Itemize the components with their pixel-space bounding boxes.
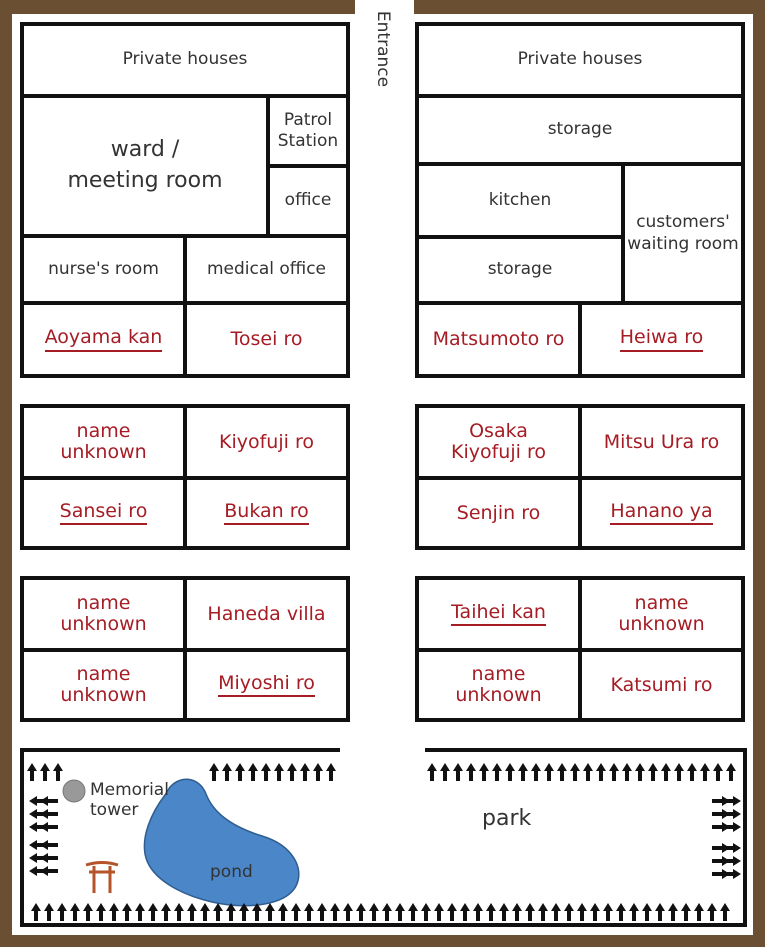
kiyofuji-ro-label: Kiyofuji ro — [219, 430, 314, 453]
office-room — [268, 166, 348, 236]
ward-label-line1: ward / — [110, 137, 180, 163]
tree-icon — [440, 763, 450, 781]
tree-icon — [27, 763, 37, 781]
right-low-unknown-1 — [580, 578, 743, 650]
left-mid-unknown — [22, 406, 185, 478]
private-houses-right-label: Private houses — [517, 49, 643, 70]
tree-icon — [304, 903, 314, 921]
tree-icon — [278, 903, 288, 921]
tree-icon — [222, 763, 232, 781]
medical-office-label: medical office — [206, 258, 327, 279]
aoyama-kan — [22, 303, 185, 376]
left-low-unknown-1 — [22, 578, 185, 650]
tree-icon — [661, 763, 671, 781]
unknown-label-line2: unknown — [618, 613, 705, 635]
tree-icon — [148, 903, 158, 921]
tree-icon — [700, 763, 710, 781]
tree-icon — [642, 903, 652, 921]
private-houses-left — [22, 24, 348, 96]
kitchen-label: kitchen — [488, 189, 552, 210]
matsumoto-ro-label: Matsumoto ro — [432, 328, 565, 351]
tree-icon — [590, 903, 600, 921]
tree-icon — [460, 903, 470, 921]
nurses-room-label: nurse's room — [48, 258, 159, 279]
tree-icon — [681, 903, 691, 921]
storage-bottom-label: storage — [487, 259, 553, 280]
tree-icon — [57, 903, 67, 921]
tree-icon — [505, 763, 515, 781]
pond-label: pond — [210, 862, 253, 882]
tree-icon — [538, 903, 548, 921]
tree-icon — [707, 903, 717, 921]
tree-icon — [40, 809, 58, 819]
entrance-label — [371, 4, 395, 94]
tree-icon — [622, 763, 632, 781]
tree-icon — [135, 903, 145, 921]
mitsu-ura-ro — [580, 406, 743, 478]
tosei-ro — [185, 303, 348, 376]
medical-office — [185, 236, 348, 303]
taihei-kan-label: Taihei kan — [451, 602, 546, 627]
customers-waiting-room — [623, 164, 743, 303]
tree-icon — [609, 763, 619, 781]
tree-icon — [40, 840, 58, 850]
unknown-label-line2: unknown — [60, 684, 147, 706]
patrol-label-line1: Patrol — [283, 109, 333, 130]
tree-icon — [187, 903, 197, 921]
tree-icon — [531, 763, 541, 781]
hanano-ya — [580, 478, 743, 548]
tree-icon — [723, 856, 741, 866]
tree-icon — [326, 763, 336, 781]
taihei-kan — [417, 578, 580, 650]
matsumoto-ro — [417, 303, 580, 376]
senjin-ro — [417, 478, 580, 548]
tree-icon — [427, 763, 437, 781]
tree-icon — [726, 763, 736, 781]
tree-icon — [453, 763, 463, 781]
tree-icon — [525, 903, 535, 921]
tree-icon — [200, 903, 210, 921]
tree-icon — [265, 903, 275, 921]
memorial-tower-icon — [63, 780, 85, 802]
tree-icon — [261, 763, 271, 781]
patrol-label-line2: Station — [277, 131, 339, 151]
tree-icon — [40, 822, 58, 832]
tree-icon — [274, 763, 284, 781]
unknown-label-line1: name — [634, 592, 689, 615]
unknown-label-line1: name — [76, 592, 131, 615]
bukan-ro — [185, 478, 348, 548]
tree-icon — [44, 903, 54, 921]
memorial-tower-label — [90, 780, 169, 821]
tree-icon — [577, 903, 587, 921]
tree-icon — [473, 903, 483, 921]
right-low-unknown-2 — [417, 650, 580, 720]
tree-icon — [300, 763, 310, 781]
tree-icon — [492, 763, 502, 781]
patrol-station — [268, 96, 348, 166]
katsumi-ro-label: Katsumi ro — [610, 673, 713, 696]
storage-top — [417, 96, 743, 164]
park-outline — [22, 750, 745, 925]
haneda-villa — [185, 578, 348, 650]
osaka-kiyofuji-ro — [417, 406, 580, 478]
tree-icon — [687, 763, 697, 781]
tree-icon — [40, 763, 50, 781]
aoyama-kan-label: Aoyama kan — [45, 327, 163, 352]
tree-icon — [434, 903, 444, 921]
unknown-label-line2: unknown — [60, 441, 147, 463]
tree-icon — [395, 903, 405, 921]
tree-icon — [248, 763, 258, 781]
miyoshi-ro-label: Miyoshi ro — [218, 673, 315, 698]
unknown-label-line2: unknown — [455, 684, 542, 706]
ward-label-line2: meeting room — [67, 168, 223, 193]
tree-icon — [421, 903, 431, 921]
hanano-ya-label: Hanano ya — [610, 501, 712, 526]
osaka-label-line1: Osaka — [469, 420, 528, 443]
tree-icon — [603, 903, 613, 921]
katsumi-ro — [580, 650, 743, 720]
tree-icon — [109, 903, 119, 921]
tree-icon — [213, 903, 223, 921]
osaka-label-line2: Kiyofuji ro — [451, 441, 546, 463]
tree-icon — [70, 903, 80, 921]
tree-icon — [40, 796, 58, 806]
nurses-room — [22, 236, 185, 303]
unknown-label-line2: unknown — [60, 613, 147, 635]
tree-icon — [723, 822, 741, 832]
sansei-ro-label: Sansei ro — [60, 501, 148, 526]
kiyofuji-ro — [185, 406, 348, 478]
tree-icon — [512, 903, 522, 921]
sansei-ro — [22, 478, 185, 548]
tree-icon — [174, 903, 184, 921]
memorial-label-line2: tower — [90, 800, 139, 821]
tree-icon — [40, 853, 58, 863]
torii-gate-icon — [86, 863, 118, 894]
tree-icon — [31, 903, 41, 921]
tree-icon — [356, 903, 366, 921]
tree-icon — [723, 843, 741, 853]
tree-icon — [291, 903, 301, 921]
mitsu-ura-ro-label: Mitsu Ura ro — [603, 430, 720, 453]
tree-icon — [53, 763, 63, 781]
tree-icon — [713, 763, 723, 781]
left-low-unknown-2 — [22, 650, 185, 720]
kitchen — [417, 164, 623, 237]
tree-icon — [235, 763, 245, 781]
tree-icon — [287, 763, 297, 781]
tree-icon — [96, 903, 106, 921]
tosei-ro-label: Tosei ro — [230, 328, 303, 351]
tree-icon — [723, 796, 741, 806]
heiwa-ro — [580, 303, 743, 376]
tree-icon — [668, 903, 678, 921]
customers-label-line1: customers' — [636, 212, 730, 233]
haneda-villa-label: Haneda villa — [207, 602, 326, 625]
tree-icon — [40, 866, 58, 876]
tree-icon — [694, 903, 704, 921]
tree-icon — [570, 763, 580, 781]
unknown-label-line1: name — [76, 663, 131, 686]
tree-icon — [616, 903, 626, 921]
unknown-label-line1: name — [76, 420, 131, 443]
unknown-label-line1: name — [471, 663, 526, 686]
tree-icon — [723, 869, 741, 879]
tree-icon — [635, 763, 645, 781]
tree-icon — [447, 903, 457, 921]
tree-icon — [369, 903, 379, 921]
tree-icon — [544, 763, 554, 781]
tree-icon — [518, 763, 528, 781]
memorial-label-line1: Memorial — [90, 780, 169, 800]
tree-icon — [122, 903, 132, 921]
tree-icon — [674, 763, 684, 781]
bukan-ro-label: Bukan ro — [224, 501, 309, 526]
entrance-text: Entrance — [373, 10, 393, 88]
tree-icon — [313, 763, 323, 781]
storage-top-label: storage — [547, 119, 613, 140]
tree-icon — [408, 903, 418, 921]
storage-bottom — [417, 237, 623, 303]
tree-icon — [655, 903, 665, 921]
tree-icon — [723, 809, 741, 819]
tree-icon — [499, 903, 509, 921]
park-label: park — [482, 806, 532, 831]
tree-icon — [486, 903, 496, 921]
tree-icon — [557, 763, 567, 781]
tree-icon — [596, 763, 606, 781]
senjin-ro-label: Senjin ro — [456, 501, 541, 524]
tree-icon — [551, 903, 561, 921]
tree-icon — [209, 763, 219, 781]
tree-icon — [564, 903, 574, 921]
tree-icon — [583, 763, 593, 781]
customers-label-line2: waiting room — [627, 233, 739, 254]
tree-icon — [317, 903, 327, 921]
tree-icon — [330, 903, 340, 921]
private-houses-left-label: Private houses — [122, 49, 248, 70]
tree-icon — [629, 903, 639, 921]
tree-icon — [479, 763, 489, 781]
heiwa-ro-label: Heiwa ro — [620, 327, 704, 352]
office-label: office — [284, 190, 332, 211]
ward-meeting-room — [22, 96, 268, 236]
tree-icon — [161, 903, 171, 921]
tree-icon — [466, 763, 476, 781]
private-houses-right — [417, 24, 743, 96]
miyoshi-ro — [185, 650, 348, 720]
tree-icon — [648, 763, 658, 781]
tree-icon — [720, 903, 730, 921]
tree-icon — [343, 903, 353, 921]
tree-icon — [83, 903, 93, 921]
tree-icon — [382, 903, 392, 921]
